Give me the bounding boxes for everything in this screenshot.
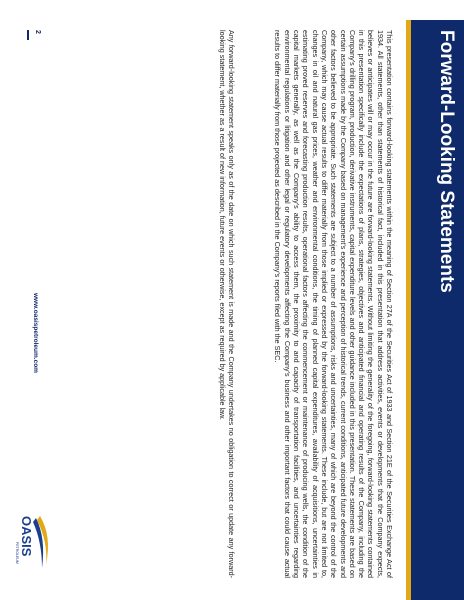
footer-rule: [27, 30, 29, 40]
logo-wordmark: OASIS: [19, 516, 34, 557]
title-accent-line: [406, 20, 411, 600]
logo-subtext: PETROLEUM: [15, 542, 19, 564]
title-bar: [411, 20, 464, 600]
oasis-logo: [14, 512, 54, 582]
paragraph-disclaimer: Any forward-looking statement speaks only as of the date on which such statement is made and the Company undertakes no obligation to correct or update any forward-looking statement, whether as a result of new information, future events or otherwise, except as required by applicable law.: [217, 30, 236, 578]
footer-url: www.oasispetroleum.com: [32, 293, 39, 373]
page-number: 2: [34, 30, 41, 34]
slide-title: Forward-Looking Statements: [436, 30, 457, 293]
paragraph-forward-looking: This presentation contains forward-looking statements within the meaning of Section 27A of the Securities Act of 1933 and Section 21E of the Securities Exchange Act of 1934. All statements, other than statements of historical fact, included in this presentation that address activities, events or developments that the Company expects, believes or anticipates will or may occur in the future are forward-looking statements. Without limiting the generality of the foregoing, forward-looking statements contained in this presentation specifically include the expectations of plans, strategies, objectives and anticipated financial and operating results of the Company, including the Company's drilling program, production, derivative instruments, capital expenditure levels and other guidance included in this presentation. These statements are based on certain assumptions made by the Company based on management's experience and perception of historical trends, current conditions, anticipated future developments and other factors believed to be appropriate. Such statements are subject to a number of assumptions, risks and uncertainties, many of which are beyond the control of the Company, which may cause actual results to differ materially from those implied or expressed by the forward-looking statements. These include, but are not limited to, changes in oil and natural gas prices, weather and environmental conditions, the timing of planned capital expenditures, availability of acquisitions, uncertainties in estimating proved reserves and forecasting production results, operational factors affecting the commencement or maintenance of producing wells, the condition of the capital markets generally, as well as the Company's ability to access them, the proximity to and capacity of transportation facilities, and uncertainties regarding environmental regulations or litigation and other legal or regulatory developments affecting the Company's business and other important factors that could cause actual results to differ materially from those projected as described in the Company's reports filed with the SEC.: [273, 30, 394, 578]
